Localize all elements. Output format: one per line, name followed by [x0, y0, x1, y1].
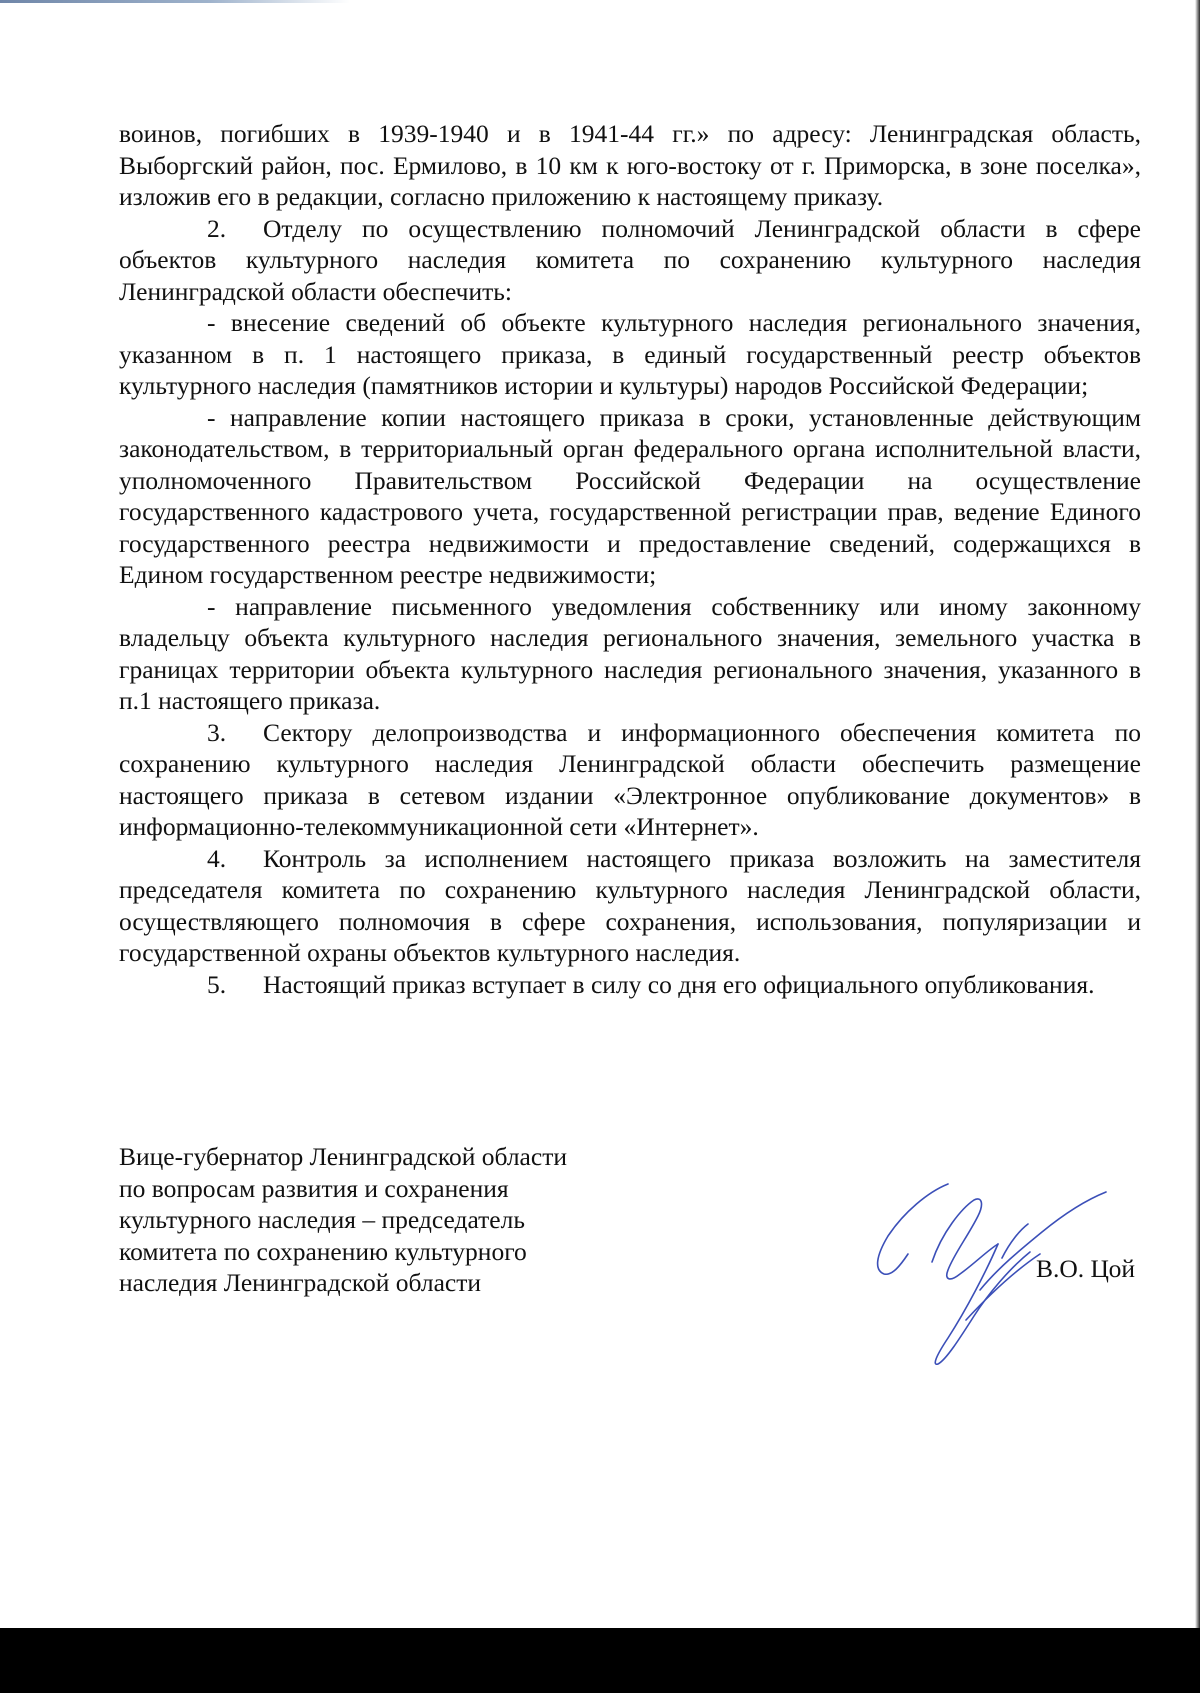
paragraph-3: [119, 717, 1141, 843]
paragraph-5-number: 5.: [207, 969, 227, 999]
scan-edge-top: [0, 0, 350, 3]
paragraph-5-text: Настоящий приказ вступает в силу со дня его официального опубликования.: [263, 969, 1095, 999]
paragraph-2-item-3: - направление письменного уведомления собственнику или иному законному владельцу объекта культурного наследия регионального значения, земельного участка в границах территории объекта культурного наследия регионального значения, указанного в п.1 настоящего приказа.: [119, 591, 1141, 715]
paragraph-2-item-1: - внесение сведений об объекте культурного наследия регионального значения, указанном в п. 1 настоящего приказа, в единый государственный реестр объектов культурного наследия (памятников истории и культуры) народов Российской Федерации;: [119, 308, 1141, 400]
paragraph-2-text: Отделу по осуществлению полномочий Ленинградской области в сфере объектов культурного наследия комитета по сохранению культурного наследия Ленинградской области обеспечить:: [119, 213, 1141, 306]
signatory-position-line: культурного наследия – председатель: [119, 1205, 525, 1234]
paragraph-2-item-2: - направление копии настоящего приказа в сроки, установленные действующим законодательством, в территориальный орган федерального органа исполнительной власти, уполномоченного Правительством Российской Федерации на осуществление государственного кадастрового учета, государственной регистрации прав, ведение Единого государственного реестра недвижимости и предоставление сведений, содержащихся в Едином государственном реестре недвижимости;: [119, 402, 1141, 589]
signatory-position-line: по вопросам развития и сохранения: [119, 1173, 509, 1203]
document-body: [119, 118, 1141, 1000]
signatory-position-line: Вице-губернатор Ленинградской области: [119, 1142, 567, 1171]
signatory-position-line: комитета по сохранению культурного: [119, 1236, 527, 1266]
paragraph-4-number: 4.: [207, 843, 227, 873]
paragraph-3-text: Сектору делопроизводства и информационного обеспечения комитета по сохранению культурного наследия Ленинградской области обеспечить размещение настоящего приказа в сетевом издании «Электронное опубликование документов» в информационно-телекоммуникационной сети «Интернет».: [119, 717, 1141, 841]
signatory-position: [119, 1141, 639, 1299]
paragraph-4: [119, 843, 1141, 969]
paragraph-2: [119, 213, 1141, 308]
scan-bottom-bar: [0, 1628, 1200, 1693]
paragraph-2-number: 2.: [207, 213, 227, 243]
signatory-name: В.О. Цой: [1036, 1254, 1136, 1283]
paragraph-5: [119, 969, 1141, 1001]
paragraph-4-text: Контроль за исполнением настоящего приказа возложить на заместителя председателя комитета по сохранению культурного наследия Ленинградской области, осуществляющего полномочия в сфере сохранения, использования, популяризации и государственной охраны объектов культурного наследия.: [119, 843, 1141, 967]
scan-edge-right: [1195, 0, 1200, 1630]
paragraph-1-continuation: воинов, погибших в 1939-1940 и в 1941-44 гг.» по адресу: Ленинградская область, Выборгский район, пос. Ермилово, в 10 км к юго-востоку от г. Приморска, в зоне поселка», изложив его в редакции, согласно приложению к настоящему приказу.: [119, 119, 1141, 211]
signatory-position-line: наследия Ленинградской области: [119, 1268, 482, 1297]
paragraph-3-number: 3.: [207, 717, 227, 747]
